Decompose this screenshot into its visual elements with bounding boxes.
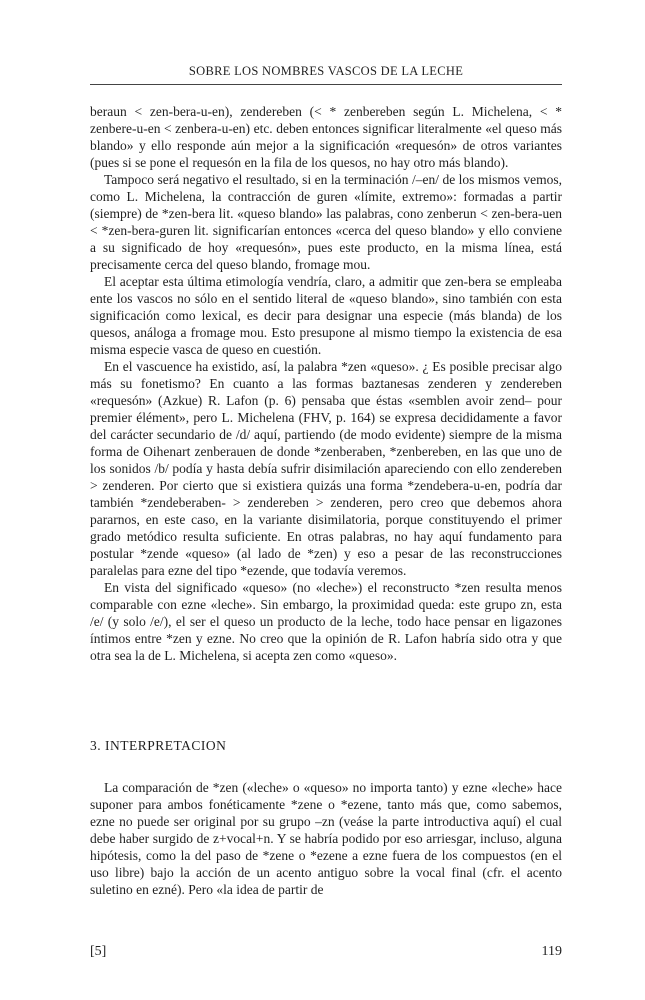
body-text xyxy=(90,103,562,664)
footer-section-number: [5] xyxy=(90,944,107,959)
paragraph: En vista del significado «queso» (no «leche») el reconstructo *zen resulta menos comparable con ezne «leche». Sin embargo, la proximidad queda: este grupo zn, esta /e/ (y solo /e/), el ser el queso un producto de la leche, todo hace pensar en ligazones íntimos entre *zen y ezne. No creo que la opinión de R. Lafon habría sido otra y que otra sea la de L. Michelena, si acepta zen como «queso». xyxy=(90,580,562,663)
section-body-text xyxy=(90,779,562,898)
section-heading: 3. INTERPRETACION xyxy=(90,738,227,753)
paragraph: La comparación de *zen («leche» o «queso» no importa tanto) y ezne «leche» hace suponer para ambos fonéticamente *zene o *ezene, tanto más que, como sabemos, ezne no puede ser original por su grupo –zn (veáse la parte introductiva aquí) el cual debe haber surgido de z+vocal+n. Y se habría podido por eso arriesgar, incluso, alguna hipótesis, como la del paso de *zene o *ezene a ezne fuera de los compuestos (en el uso libre) bajo la acción de un acento antiguo sobre la vocal final (cfr. el acento suletino en ezné). Pero «la idea de partir de xyxy=(90,780,562,897)
paragraph: En el vascuence ha existido, así, la palabra *zen «queso». ¿ Es posible precisar algo más su fonetismo? En cuanto a las formas baztanesas zenderen y zendereben «requesón» (Azkue) R. Lafon (p. 6) pensaba que éstas «semblen avoir zend– pour premier élément», pero L. Michelena (FHV, p. 164) se expresa decididamente a favor del carácter secundario de /d/ aquí, partiendo (de modo evidente) siempre de la misma forma de Oihenart zenberauen de donde *zenberaben, *zenbereben, en las que uno de los sonidos /b/ podía y hasta debía sufrir disimilación apareciendo con ello zendereben > zenderen. Por cierto que si existiera quizás una forma *zendebera-u-en, podría dar también *zendeberaben- > zendereben > zenderen, pero creo que debemos ahora pararnos, en este caso, en la variante disimilatoria, porque constituyendo el primer grado metódico resulta suficiente. En otras palabras, no hay aquí fundamento para postular *zende «queso» (al lado de *zen) y eso a pesar de las reconstrucciones paralelas para ezne del tipo *ezende, que todavía veremos. xyxy=(90,359,562,578)
running-header: SOBRE LOS NOMBRES VASCOS DE LA LECHE xyxy=(188,64,464,78)
paragraph: beraun < zen-bera-u-en), zendereben (< * zenbereben según L. Michelena, < * zenbere-u-en < zenbera-u-en) etc. deben entonces significar literalmente «el queso más blando» y ello responde aún mejor a la significación «requesón» de otros variantes (pues si se pone el requesón en la fila de los quesos, no hay otro más blando). xyxy=(90,104,562,170)
page-number: 119 xyxy=(541,944,562,959)
paragraph: Tampoco será negativo el resultado, si en la terminación /–en/ de los mismos vemos, como L. Michelena, la contracción de guren «límite, extremo»: formadas a partir (siempre) de *zen-bera lit. «queso blando» las palabras, cono zenberun < zen-bera-uen < *zen-bera-guren lit. significarían entonces «cerca del queso blando» y ello conviene a su significado de hoy «requesón», pues este producto, en la misma línea, está precisamente cerca del queso blando, fromage mou. xyxy=(90,172,562,272)
header-rule xyxy=(90,84,562,85)
paragraph: El aceptar esta última etimología vendría, claro, a admitir que zen-bera se empleaba ente los vascos no sólo en el sentido literal de «queso blando», sino también con esta significación como lexical, es decir para designar una especie (más blanda) de los quesos, análoga a fromage mou. Esto presupone al mismo tiempo la existencia de esa misma especie vasca de queso en cuestión. xyxy=(90,274,562,357)
